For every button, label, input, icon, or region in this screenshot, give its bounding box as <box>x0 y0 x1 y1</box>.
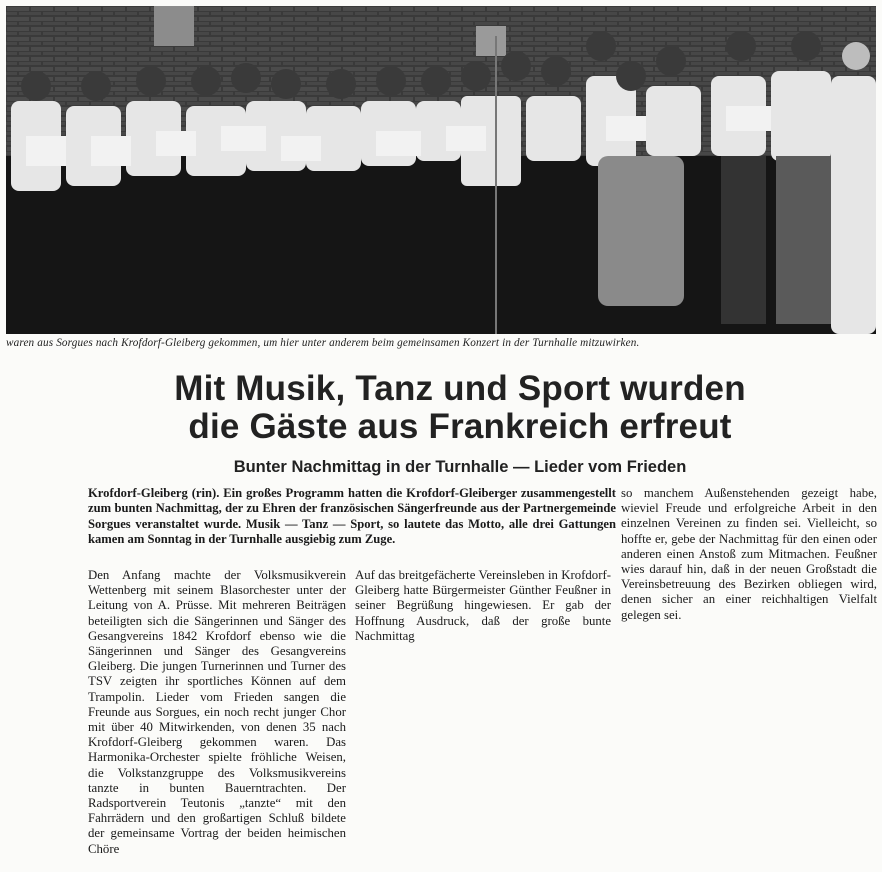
article-column-2 <box>355 568 611 644</box>
headline-line-2: die Gäste aus Frankreich erfreut <box>188 407 732 446</box>
lead-paragraph <box>88 486 616 547</box>
column-1-text: Den Anfang machte der Volksmusikverein Wettenberg mit seinem Blasorchester unter der Leitung von A. Prüsse. Mit mehreren Beiträgen beteiligten sich die Sängerinnen und Sänger des Gesangvereins 1842 Krofdorf ebenso wie die Sängerinnen und Sänger des Gesangvereins Gleiberg. Die jungen Turnerinnen und Turner des TSV zeigten ihr sportliches Können auf dem Trampolin. Lieder vom Frieden sangen die Freunde aus Sorgues, ein noch recht junger Chor mit über 40 Mitwirkenden, von denen 35 nach Krofdorf-Gleiberg gekommen waren. Das Harmonika-Orchester spielte fröhliche Weisen, die Volkstanzgruppe des Volksmusikvereins tanzte in bunten Bauerntrachten. Der Radsportverein Teutonis „tanzte“ mit den Fahrrädern und den großartigen Schluß bildete der gemeinsame Vortrag der beiden heimischen Chöre <box>88 568 346 856</box>
lead-text: Krofdorf-Gleiberg (rin). Ein großes Programm hatten die Krofdorf-Gleiberger zusammengestellt zum bunten Nachmittag, der zu Ehren der französischen Sängerfreunde aus der Partnergemeinde Sorgues veranstaltet wurde. Musik — Tanz — Sport, so lautete das Motto, alle drei Gattungen kamen am Sonntag in der Turnhalle ausgiebig zum Zuge. <box>88 486 616 546</box>
photo-caption: waren aus Sorgues nach Krofdorf-Gleiberg gekommen, um hier unter anderem beim gemeinsamen Konzert in der Turnhalle mitzuwirken. <box>6 337 640 349</box>
article-column-3 <box>621 486 877 623</box>
column-3-text: so manchem Außenstehenden gezeigt habe, wieviel Freude und erfolgreiche Arbeit in den einzelnen Vereinen zu finden sei. Vielleicht, so hoffte er, gebe der Nachmittag für den einen oder anderen einen Anstoß zum Mitmachen. Feußner wies darauf hin, daß in der neuen Großstadt die Vereinsbetreuung des Bezirken obliegen wird, denen sicher an einer reichhaltigen Vielfalt gelegen sei. <box>621 486 877 622</box>
subheadline: Bunter Nachmittag in der Turnhalle — Lieder vom Frieden <box>233 458 687 476</box>
headline <box>40 370 880 446</box>
headline-line-1: Mit Musik, Tanz und Sport wurden <box>174 369 746 408</box>
choir-photo <box>6 6 876 334</box>
article-column-1 <box>88 568 346 857</box>
column-2-text: Auf das breitgefächerte Vereinsleben in Krofdorf-Gleiberg hatte Bürgermeister Günther Feußner in seiner Begrüßung hingewiesen. Er gab der Hoffnung Ausdruck, daß der große bunte Nachmittag <box>355 568 611 643</box>
